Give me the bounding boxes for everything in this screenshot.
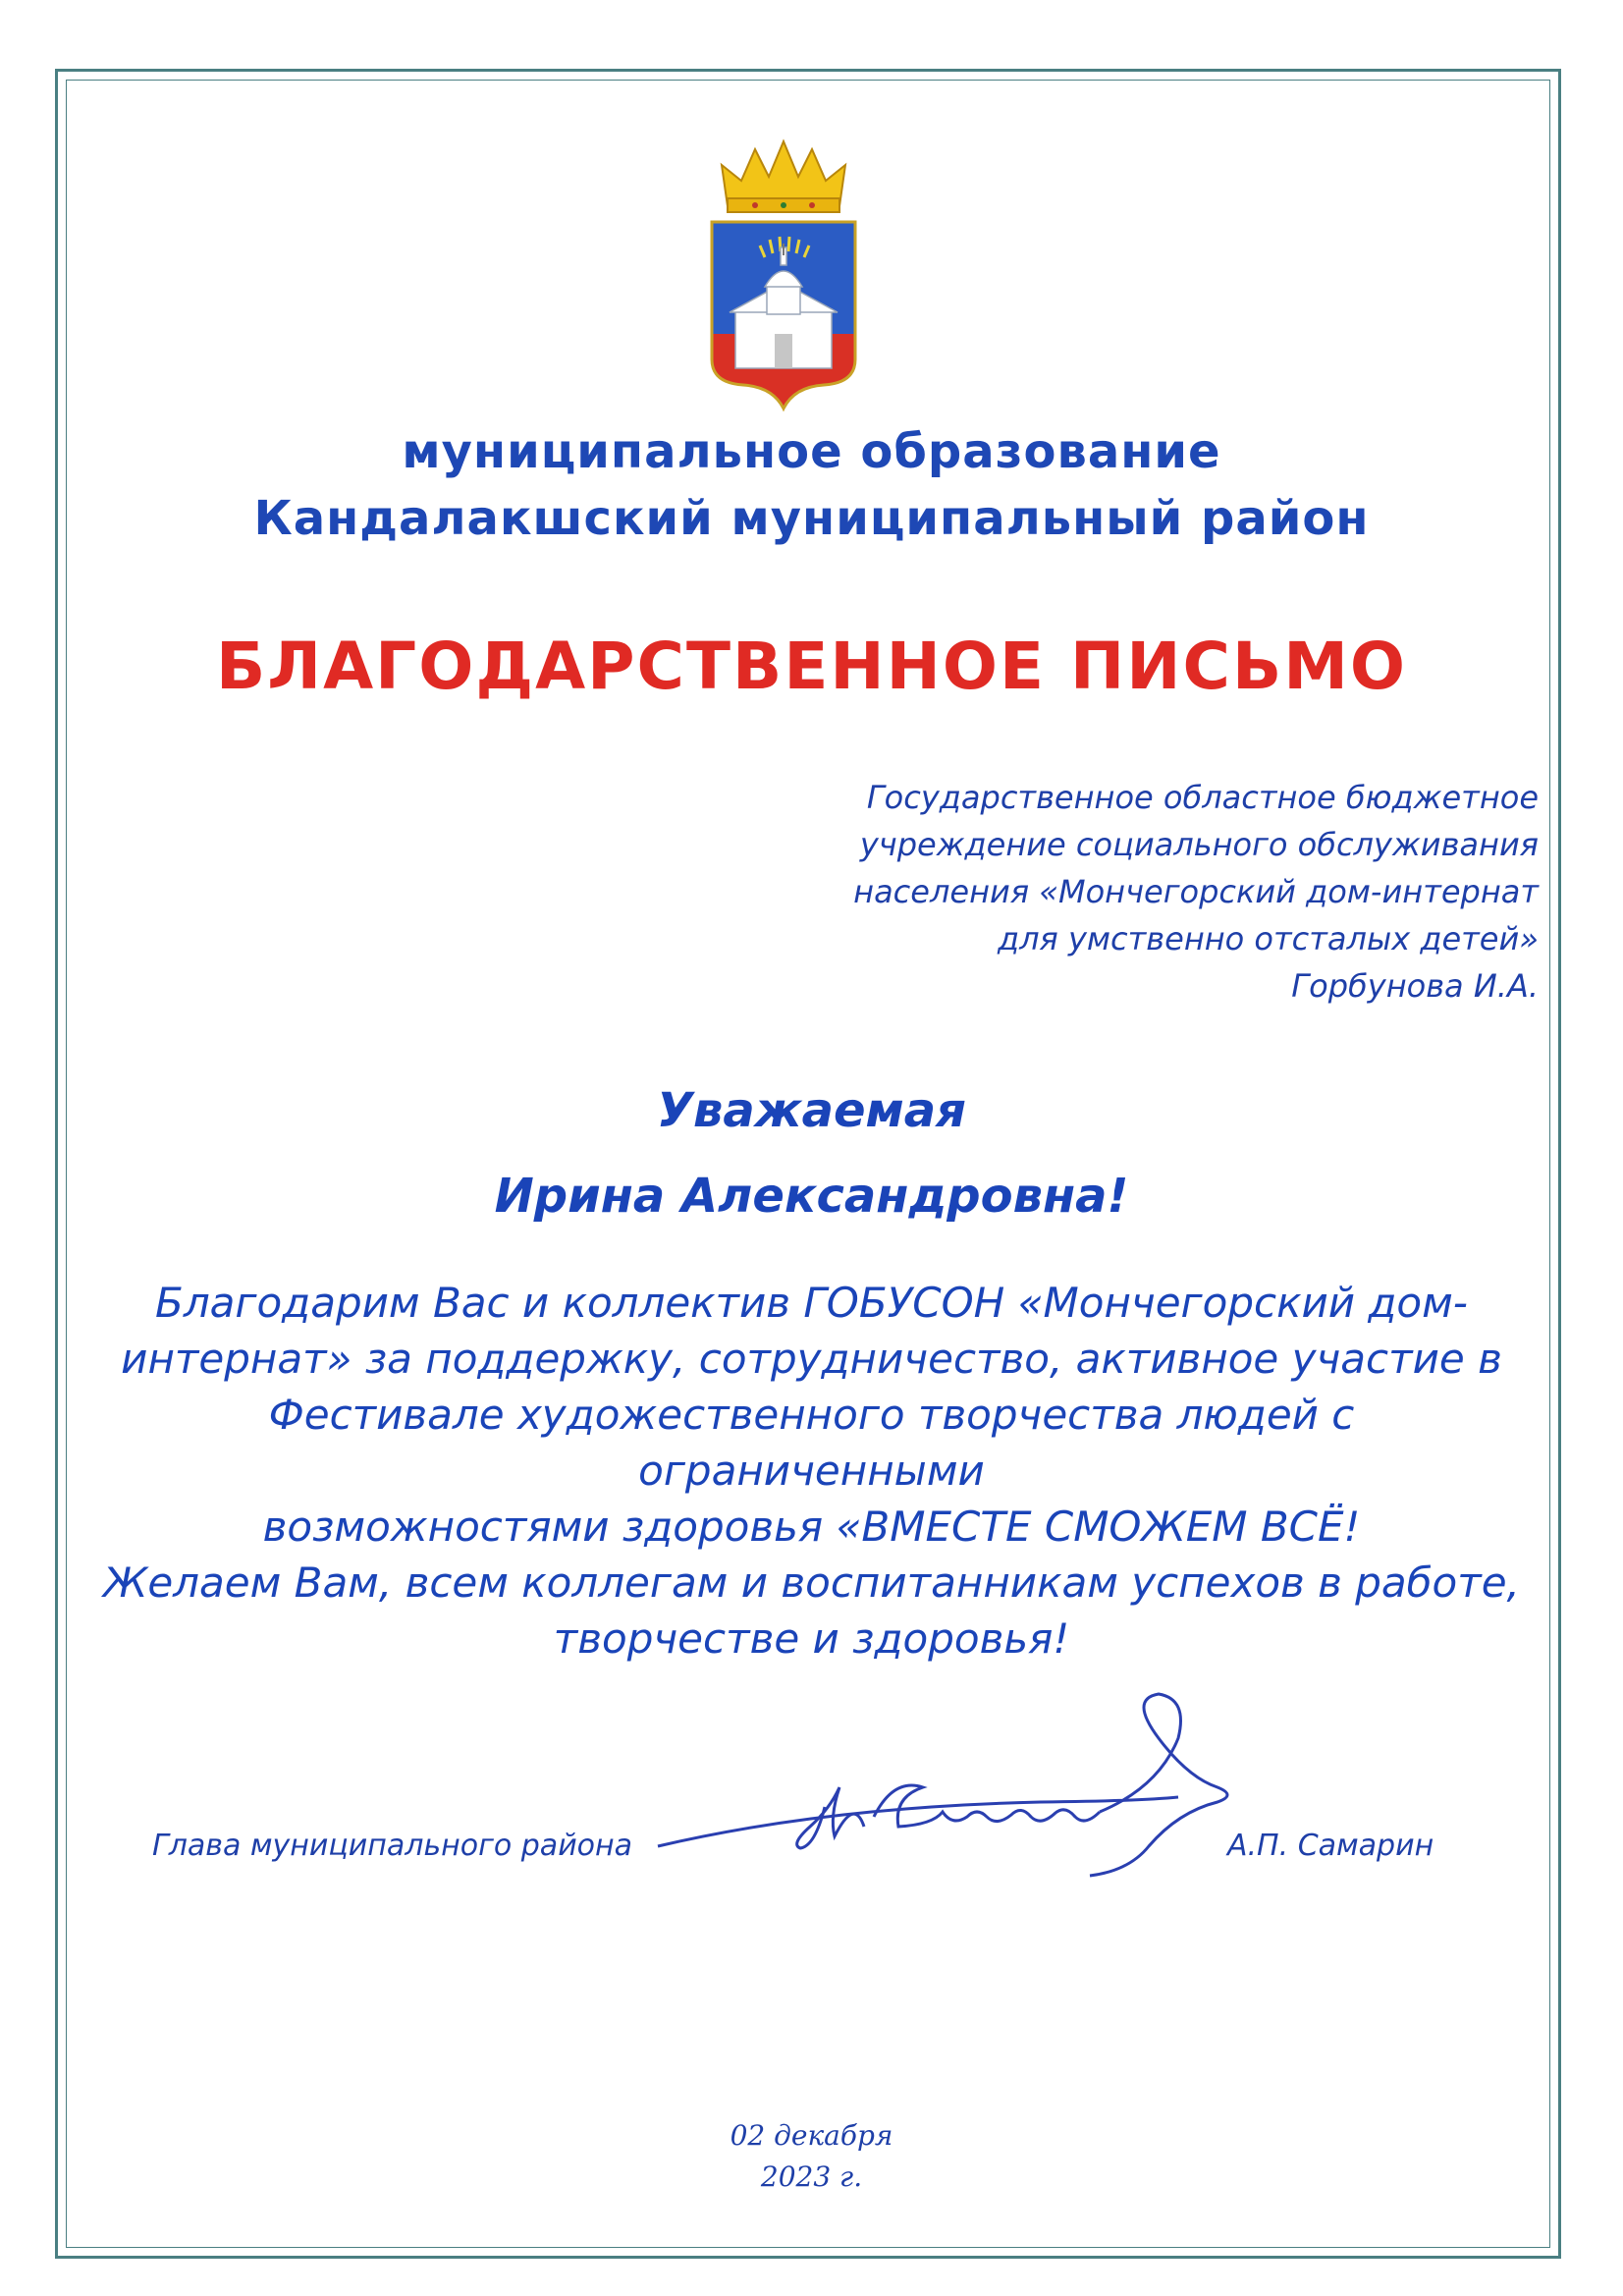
recipient-block xyxy=(853,774,1539,1010)
document-title: БЛАГОДАРСТВЕННОЕ ПИСЬМО xyxy=(215,629,1408,704)
recipient-line: населения «Мончегорский дом-интернат xyxy=(853,873,1539,910)
body-line: Благодарим Вас и коллектив ГОБУСОН «Мончегорский дом- xyxy=(155,1279,1468,1327)
coat-of-arms-emblem xyxy=(706,137,861,412)
handwritten-signature xyxy=(628,1679,1267,1886)
greeting-addressee: Ирина Александровна! xyxy=(494,1169,1129,1224)
letter-body xyxy=(98,1275,1525,1667)
organization-name-line1: муниципальное образование xyxy=(402,424,1221,479)
body-line: интернат» за поддержку, сотрудничество, активное участие в xyxy=(121,1335,1502,1383)
recipient-line: Государственное областное бюджетное xyxy=(866,779,1539,816)
recipient-line: для умственно отсталых детей» xyxy=(997,920,1539,957)
body-line: Желаем Вам, всем коллегам и воспитанникам успехов в работе, xyxy=(103,1558,1520,1607)
signatory-name: А.П. Самарин xyxy=(1227,1829,1434,1863)
crown-icon xyxy=(722,141,845,212)
recipient-name: Горбунова И.А. xyxy=(1291,967,1539,1005)
date-day-month: 02 декабря xyxy=(730,2119,893,2152)
date-year: 2023 г. xyxy=(760,2160,863,2193)
body-line: творчестве и здоровья! xyxy=(553,1614,1070,1663)
body-line: возможностями здоровья «ВМЕСТЕ СМОЖЕМ ВСЁ! xyxy=(262,1503,1361,1551)
organization-name-line2: Кандалакшский муниципальный район xyxy=(253,491,1370,546)
signatory-position: Глава муниципального района xyxy=(152,1829,633,1863)
greeting-salutation: Уважаемая xyxy=(657,1083,966,1138)
recipient-line: учреждение социального обслуживания xyxy=(859,826,1539,863)
body-line: Фестивале художественного творчества людей с ограниченными xyxy=(268,1391,1355,1495)
